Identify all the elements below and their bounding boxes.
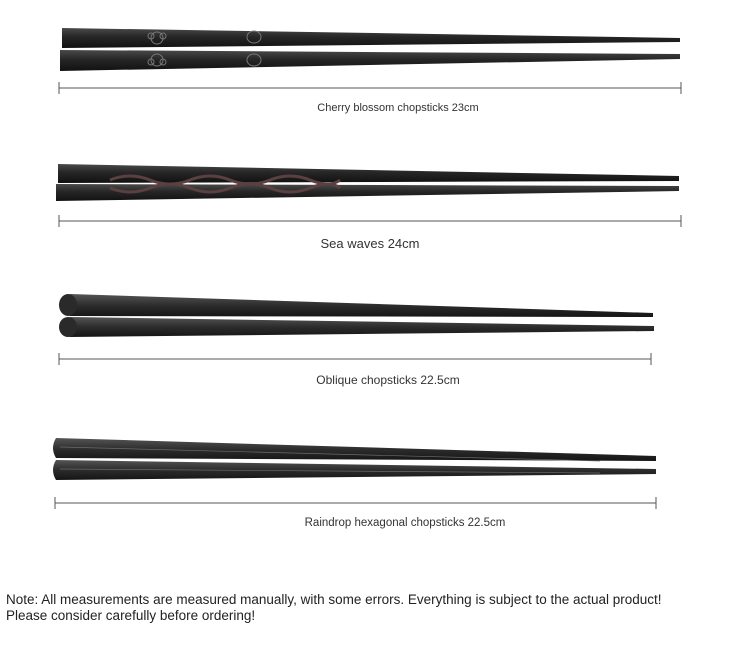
oblique-caption: Oblique chopsticks 22.5cm: [316, 373, 460, 387]
oblique-chopsticks: [59, 294, 654, 337]
ruler-4: [55, 497, 656, 509]
raindrop-hexagonal-caption: Raindrop hexagonal chopsticks 22.5cm: [304, 517, 506, 529]
ruler-2: [59, 215, 681, 227]
sea-waves-chopsticks: [56, 164, 679, 201]
note-line-1: Note: All measurements are measured manually, with some errors. Everything is subject to the actual product!: [6, 592, 662, 607]
cherry-blossom-chopsticks: [60, 28, 680, 71]
ruler-3: [59, 353, 651, 365]
sea-waves-caption: Sea waves 24cm: [320, 236, 420, 251]
raindrop-hexagonal-chopsticks: [53, 438, 656, 480]
ruler-1: [59, 82, 681, 94]
note-line-2: Please consider carefully before ordering!: [6, 608, 256, 623]
measurement-note: [6, 592, 746, 624]
cherry-blossom-caption: Cherry blossom chopsticks 23cm: [317, 102, 479, 114]
